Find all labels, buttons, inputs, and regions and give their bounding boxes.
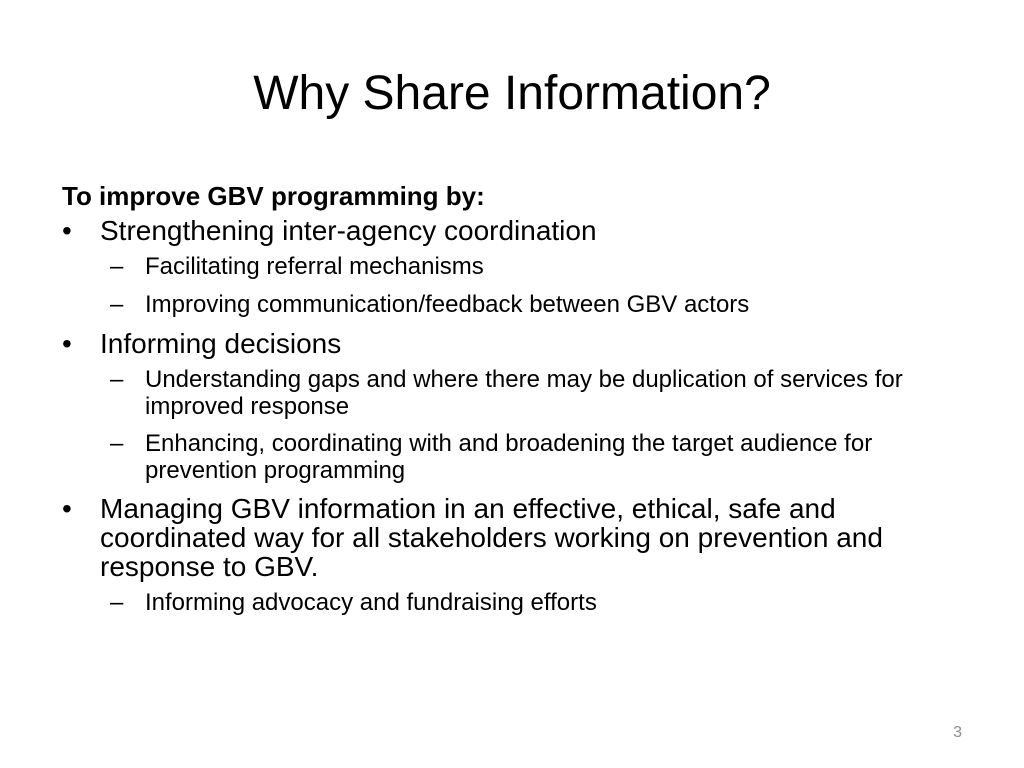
- sub-bullet-text: Enhancing, coordinating with and broadening the target audience for prevention programming: [145, 430, 873, 484]
- dash-marker: –: [110, 366, 124, 393]
- sub-bullet-item: [62, 430, 962, 484]
- bullet-text: Strengthening inter-agency coordination: [100, 215, 597, 246]
- sub-bullet-item: [62, 253, 962, 281]
- intro-heading: To improve GBV programming by:: [62, 181, 485, 211]
- sub-bullet-text: Understanding gaps and where there may be duplication of services for improved response: [145, 366, 903, 420]
- sub-bullet-text: Improving communication/feedback between GBV actors: [145, 291, 750, 318]
- sub-bullet-item: [62, 366, 962, 420]
- bullet-item-decisions: [62, 329, 962, 358]
- dash-marker: –: [110, 291, 124, 318]
- sub-bullet-item: [62, 291, 962, 319]
- dash-marker: –: [110, 589, 124, 616]
- bullet-text: Informing decisions: [100, 328, 342, 359]
- bullet-text: Managing GBV information in an effective, ethical, safe and coordinated way for all stakeholders working on prevention and response to GBV.: [100, 493, 883, 582]
- slide-title: Why Share Information?: [253, 67, 771, 120]
- bullet-marker: •: [62, 493, 72, 524]
- sub-bullet-text: Facilitating referral mechanisms: [145, 253, 484, 280]
- bullet-marker: •: [62, 215, 72, 246]
- sub-bullet-item: [62, 589, 962, 617]
- dash-marker: –: [110, 430, 124, 457]
- dash-marker: –: [110, 253, 124, 280]
- slide-body: [62, 178, 962, 627]
- sub-bullet-text: Informing advocacy and fundraising efforts: [145, 589, 597, 616]
- bullet-item-coordination: [62, 216, 962, 245]
- bullet-marker: •: [62, 328, 72, 359]
- bullet-item-managing: [62, 494, 962, 581]
- page-number: 3: [953, 724, 962, 741]
